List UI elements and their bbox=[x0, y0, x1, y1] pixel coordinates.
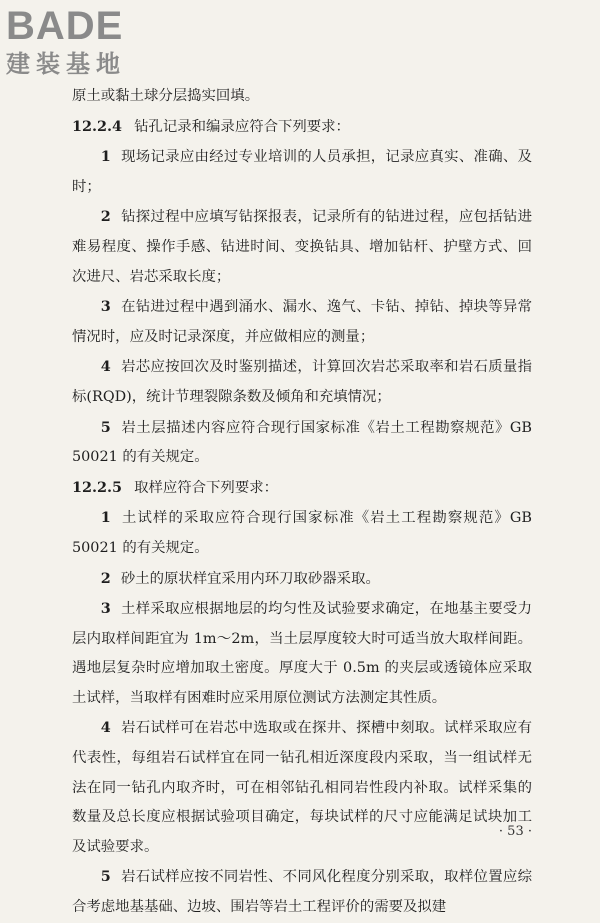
clause-item bbox=[72, 503, 532, 563]
item-number: 3 bbox=[100, 600, 111, 618]
item-number: 5 bbox=[100, 868, 111, 886]
clause-heading bbox=[72, 473, 532, 504]
item-number: 1 bbox=[100, 509, 111, 527]
item-text: 土试样的采取应符合现行国家标准《岩土工程勘察规范》GB 50021 的有关规定。 bbox=[72, 510, 532, 556]
item-text: 岩土层描述内容应符合现行国家标准《岩土工程勘察规范》GB 50021 的有关规定。 bbox=[72, 419, 532, 466]
clause-item bbox=[72, 594, 532, 713]
item-text: 现场记录应由经过专业培训的人员承担，记录应真实、准确、及时； bbox=[72, 149, 532, 195]
item-number: 4 bbox=[100, 719, 111, 737]
clause-title: 钻孔记录和编录应符合下列要求： bbox=[134, 118, 350, 135]
clause-item bbox=[72, 713, 532, 862]
item-text: 岩芯应按回次及时鉴别描述，计算回次岩芯采取率和岩石质量指标(RQD)，统计节理裂隙条数及倾角和充填情况； bbox=[72, 359, 532, 405]
item-number: 4 bbox=[100, 358, 111, 376]
item-number: 2 bbox=[100, 208, 111, 226]
item-number: 1 bbox=[100, 148, 111, 166]
clause-item bbox=[72, 413, 532, 473]
logo-subtitle: 建装基地 bbox=[6, 50, 126, 78]
item-text: 钻探过程中应填写钻探报表，记录所有的钻进过程，应包括钻进难易程度、操作手感、钻进时间、变换钻具、增加钻杆、护壁方式、回次进尺、岩芯采取长度； bbox=[72, 209, 532, 285]
clause-item bbox=[72, 292, 532, 352]
clause-item bbox=[72, 862, 532, 922]
clause-number: 12.2.4 bbox=[72, 117, 123, 135]
item-text: 砂土的原状样宜采用内环刀取砂器采取。 bbox=[120, 570, 380, 587]
item-text: 土样采取应根据地层的均匀性及试验要求确定，在地基主要受力层内取样间距宜为 1m～2m，当土层厚度较大时可适当放大取样间距。遇地层复杂时应增加取土密度。厚度大于 0.5m 的夹层或透镜体应采取土试样，当取样有困难时应采用原位测试方法测定其性质。 bbox=[72, 601, 532, 706]
logo bbox=[6, 4, 176, 78]
page-body bbox=[72, 82, 532, 923]
logo-brand: BADE bbox=[6, 4, 124, 48]
continuation-line: 原土或黏土球分层捣实回填。 bbox=[72, 88, 260, 104]
item-text: 在钻进过程中遇到涌水、漏水、逸气、卡钻、掉钻、掉块等异常情况时，应及时记录深度，并应做相应的测量； bbox=[72, 299, 532, 345]
item-text: 岩石试样可在岩芯中选取或在探井、探槽中刻取。试样采取应有代表性，每组岩石试样宜在同一钻孔相近深度段内采取，当一组试样无法在同一钻孔内取齐时，可在相邻钻孔相同岩性段内补取。试样采集的数量及总长度应根据试验项目确定，每块试样的尺寸应能满足试块加工及试验要求。 bbox=[72, 720, 532, 855]
clause-item bbox=[72, 142, 532, 202]
item-number: 3 bbox=[100, 298, 111, 316]
item-number: 5 bbox=[100, 418, 111, 436]
clause-item bbox=[72, 352, 532, 412]
item-text: 岩石试样应按不同岩性、不同风化程度分别采取，取样位置应综合考虑地基基础、边坡、围岩等岩土工程评价的需要及拟建 bbox=[72, 869, 532, 916]
clause-item bbox=[72, 564, 532, 595]
clause-item bbox=[72, 202, 532, 292]
clause-heading bbox=[72, 112, 532, 143]
page-number: · 53 · bbox=[498, 824, 532, 839]
clause-title: 取样应符合下列要求： bbox=[134, 479, 278, 496]
clause-number: 12.2.5 bbox=[72, 478, 123, 496]
item-number: 2 bbox=[100, 569, 111, 587]
